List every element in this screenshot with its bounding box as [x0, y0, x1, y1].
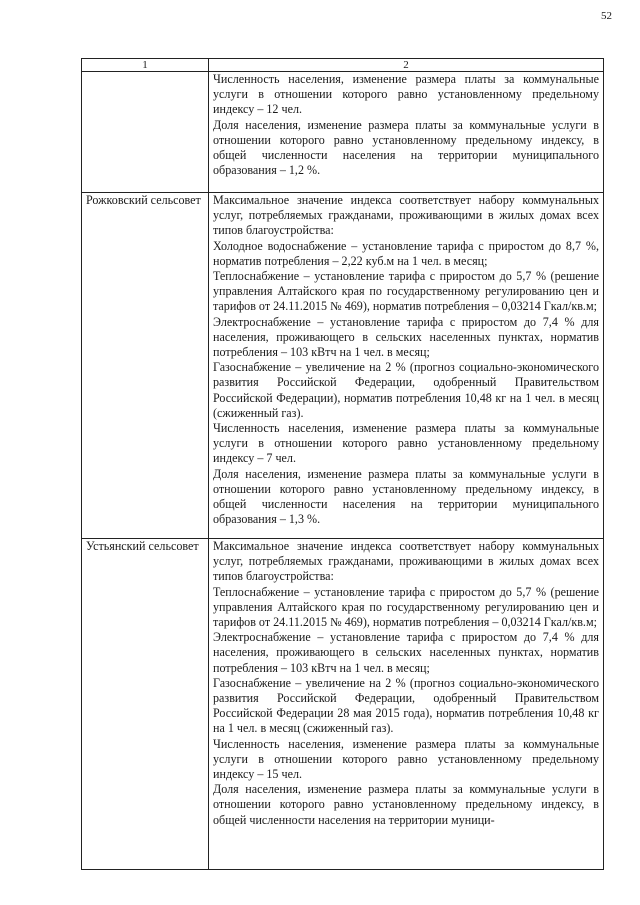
paragraph: Максимальное значение индекса соответствует набору коммунальных услуг, потребляемых гражданами, проживающими в жилых домах всех типов благоустройства: [213, 193, 599, 238]
paragraph: Доля населения, изменение размера платы за коммунальные услуги в отношении которого равно установленному предельному индексу, в общей численности населения на территории муниципального образования – 1,3 %. [213, 466, 599, 527]
paragraph: Численность населения, изменение размера платы за коммунальные услуги в отношении которого равно установленному предельному индексу – 12 чел. [213, 72, 599, 117]
page-number: 52 [601, 10, 612, 22]
paragraph: Численность населения, изменение размера платы за коммунальные услуги в отношении которого равно установленному предельному индексу – 7 чел. [213, 421, 599, 466]
paragraph: Теплоснабжение – установление тарифа с приростом до 5,7 % (решение управления Алтайского края по государственному регулированию цен и тарифов от 24.11.2015 № 469), норматив потребления – 0,03214 Гкал/кв.м; [213, 269, 599, 314]
document-table [81, 58, 604, 870]
paragraph: Электроснабжение – установление тарифа с приростом до 7,4 % для населения, проживающего в сельских населенных пунктах, норматив потребления – 103 кВтч на 1 чел. в месяц; [213, 630, 599, 675]
paragraph: Доля населения, изменение размера платы за коммунальные услуги в отношении которого равно установленному предельному индексу, в общей численности населения на территории муниципального образования – 1,2 %. [213, 117, 599, 178]
table-row [82, 72, 604, 193]
municipality-name: Устьянский сельсовет [82, 539, 209, 870]
row-description [209, 193, 604, 539]
paragraph: Теплоснабжение – установление тарифа с приростом до 5,7 % (решение управления Алтайского края по государственному регулированию цен и тарифов от 24.11.2015 № 469), норматив потребления – 0,03214 Гкал/кв.м; [213, 584, 599, 630]
paragraph: Газоснабжение – увеличение на 2 % (прогноз социально-экономического развития Российской Федерации, одобренный Правительством Российской Федерации 28 мая 2015 года), норматив потребления 10,48 кг на 1 чел. в месяц (сжиженный газ). [213, 675, 599, 736]
paragraph: Численность населения, изменение размера платы за коммунальные услуги в отношении которого равно установленному предельному индексу – 15 чел. [213, 736, 599, 782]
paragraph: Доля населения, изменение размера платы за коммунальные услуги в отношении которого равно установленному предельному индексу, в общей численности населения на территории муници- [213, 782, 599, 827]
row-description [209, 539, 604, 870]
table-header-row [82, 59, 604, 72]
column-header-2: 2 [209, 59, 604, 72]
paragraph: Электроснабжение – установление тарифа с приростом до 7,4 % для населения, проживающего в сельских населенных пунктах, норматив потребления – 103 кВтч на 1 чел. в месяц; [213, 314, 599, 360]
paragraph: Газоснабжение – увеличение на 2 % (прогноз социально-экономического развития Российской Федерации, одобренный Правительством Российской Федерации), норматив потребления 10,48 кг на 1 чел. в месяц (сжиженный газ). [213, 360, 599, 420]
municipality-name [82, 72, 209, 193]
column-header-1: 1 [82, 59, 209, 72]
row-description [209, 72, 604, 193]
paragraph: Максимальное значение индекса соответствует набору коммунальных услуг, потребляемых гражданами, проживающими в жилых домах всех типов благоустройства: [213, 539, 599, 584]
paragraph: Холодное водоснабжение – установление тарифа с приростом до 8,7 %, норматив потребления – 2,22 куб.м на 1 чел. в месяц; [213, 238, 599, 268]
table-row [82, 193, 604, 539]
table-row [82, 539, 604, 870]
municipality-name: Рожковский сельсовет [82, 193, 209, 539]
